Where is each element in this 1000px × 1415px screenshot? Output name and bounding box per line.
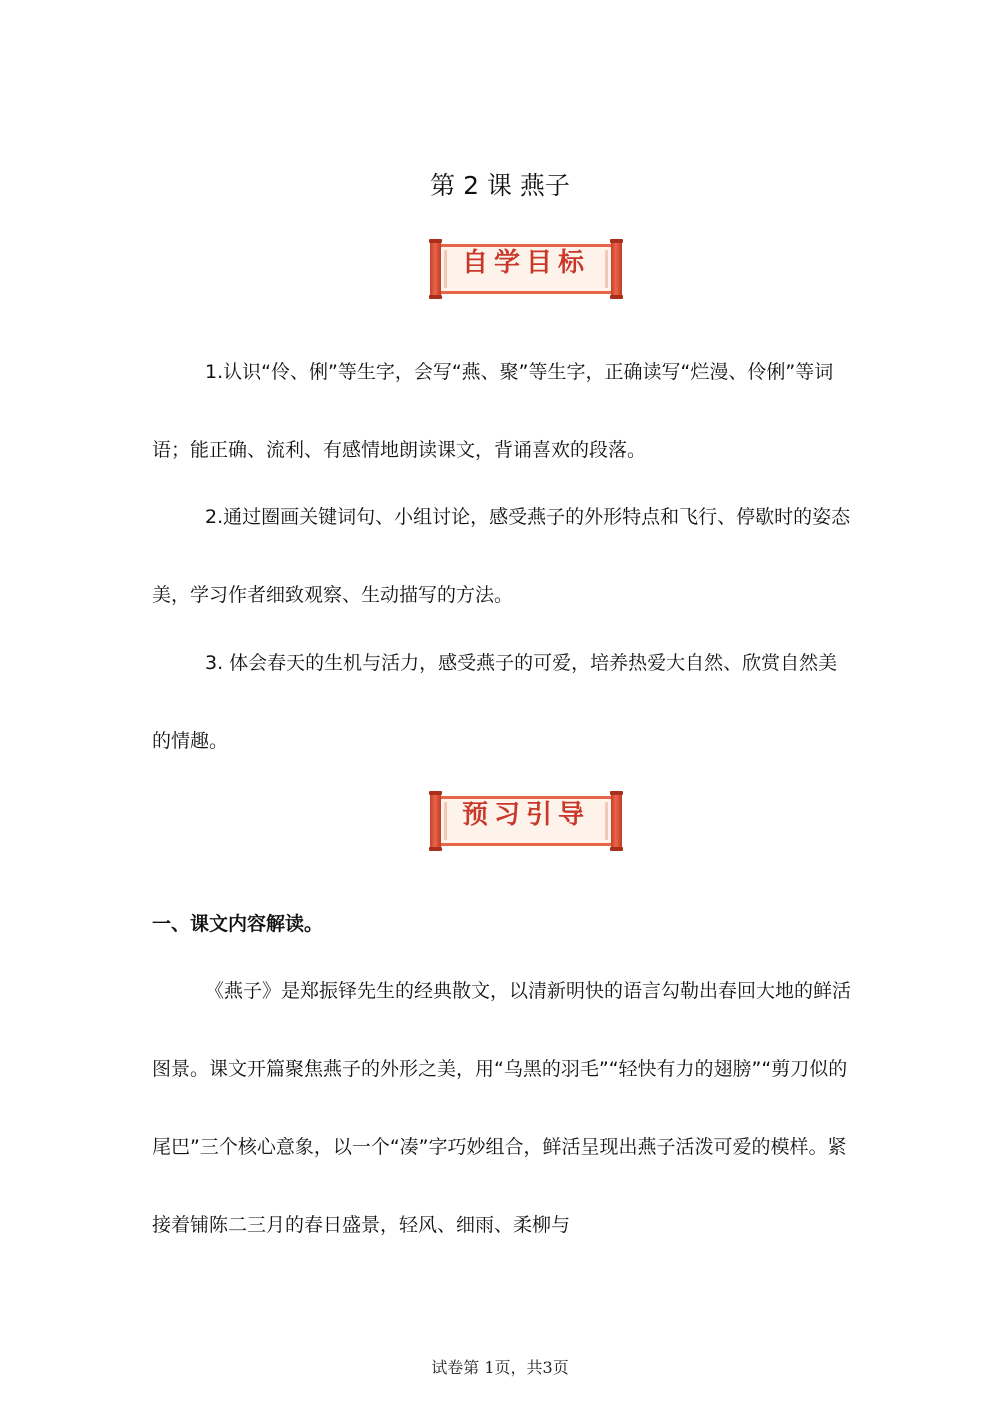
goal-item-1-text: 1.认识“伶、俐”等生字，会写“燕、聚”等生字，正确读写“烂漫、伶俐”等词语；能正确、流利、有感情地朗读课文，背诵喜欢的段落。 [152, 361, 834, 461]
section-body [152, 952, 852, 1264]
section-heading: 一、课文内容解读。 [152, 913, 324, 935]
page-title: 第 2 课 燕子 [430, 171, 570, 200]
preview-banner [430, 792, 622, 850]
goal-item-1 [152, 333, 852, 489]
goal-item-3 [152, 624, 852, 780]
goal-item-2 [152, 478, 852, 634]
goal-item-3-text: 3. 体会春天的生机与活力，感受燕子的可爱，培养热爱大自然、欣赏自然美的情趣。 [152, 652, 838, 752]
preview-banner-label: 预习引导 [461, 800, 590, 830]
page-footer: 试卷第 1页，共3页 [431, 1358, 569, 1377]
section-body-text: 《燕子》是郑振铎先生的经典散文，以清新明快的语言勾勒出春回大地的鲜活图景。课文开篇聚焦燕子的外形之美，用“乌黑的羽毛”“轻快有力的翅膀”“剪刀似的尾巴”三个核心意象，以一个“凑”字巧妙组合，鲜活呈现出燕子活泼可爱的模样。紧接着铺陈二三月的春日盛景，轻风、细雨、柔柳与 [152, 980, 852, 1236]
goal-item-2-text: 2.通过圈画关键词句、小组讨论，感受燕子的外形特点和飞行、停歇时的姿态美，学习作者细致观察、生动描写的方法。 [152, 506, 851, 606]
goals-banner-label: 自学目标 [461, 248, 590, 278]
goals-banner [430, 240, 622, 298]
